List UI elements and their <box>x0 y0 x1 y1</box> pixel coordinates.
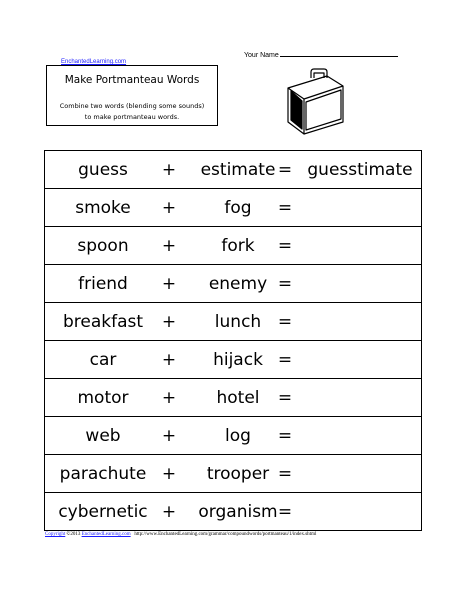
table-row <box>45 493 421 531</box>
first-word: car <box>89 350 117 370</box>
suitcase-icon <box>283 66 347 136</box>
answer-field[interactable]: guesstimate <box>307 160 413 180</box>
second-word: trooper <box>206 464 270 484</box>
first-word: friend <box>78 274 128 294</box>
second-word: hijack <box>213 350 263 370</box>
answer-field[interactable] <box>295 455 425 493</box>
first-word: breakfast <box>62 312 144 332</box>
name-label: Your Name <box>244 52 279 59</box>
plus-sign: + <box>161 236 177 256</box>
plus-sign: + <box>161 464 177 484</box>
answer-field[interactable] <box>295 493 425 531</box>
answer-field[interactable] <box>295 265 425 303</box>
answer-field[interactable] <box>295 417 425 455</box>
table-row <box>45 341 421 379</box>
equals-sign: = <box>277 236 293 256</box>
footer-url: http://www.EnchantedLearning.com/grammar/compoundwords/portmanteau/1/index.shtml <box>134 532 317 537</box>
table-row <box>45 265 421 303</box>
instructions <box>47 101 217 123</box>
plus-sign: + <box>161 274 177 294</box>
table-row <box>45 455 421 493</box>
answer-field[interactable] <box>295 227 425 265</box>
instruction-line-1: Combine two words (blending some sounds) <box>59 102 205 110</box>
first-word: smoke <box>75 198 131 218</box>
equals-sign: = <box>277 160 293 180</box>
equals-sign: = <box>277 426 293 446</box>
first-word: cybernetic <box>58 502 148 522</box>
equals-sign: = <box>277 198 293 218</box>
plus-sign: + <box>161 160 177 180</box>
copyright-link[interactable]: Copyright <box>45 532 66 537</box>
plus-sign: + <box>161 426 177 446</box>
plus-sign: + <box>161 350 177 370</box>
plus-sign: + <box>161 312 177 332</box>
table-row <box>45 227 421 265</box>
word-table <box>44 150 422 531</box>
plus-sign: + <box>161 502 177 522</box>
table-row <box>45 151 421 189</box>
footer <box>45 532 316 537</box>
site-link[interactable]: EnchantedLearning.com <box>61 59 127 65</box>
equals-sign: = <box>277 274 293 294</box>
name-field[interactable] <box>244 49 398 59</box>
second-word: organism <box>198 502 278 522</box>
equals-sign: = <box>277 312 293 332</box>
second-word: hotel <box>216 388 260 408</box>
second-word: estimate <box>200 160 276 180</box>
first-word: guess <box>78 160 128 180</box>
answer-field[interactable] <box>295 189 425 227</box>
footer-site-link[interactable]: EnchantedLearning.com <box>81 532 131 537</box>
first-word: spoon <box>77 236 129 256</box>
answer-field[interactable] <box>295 303 425 341</box>
equals-sign: = <box>277 350 293 370</box>
answer-field[interactable] <box>295 341 425 379</box>
second-word: fork <box>221 236 255 256</box>
second-word: fog <box>224 198 252 218</box>
name-line[interactable] <box>280 49 398 57</box>
second-word: log <box>225 426 251 446</box>
copyright-year: ©2013 <box>66 532 81 537</box>
table-row <box>45 303 421 341</box>
first-word: motor <box>77 388 129 408</box>
title-box <box>46 65 218 126</box>
first-word: parachute <box>59 464 147 484</box>
worksheet-title: Make Portmanteau Words <box>64 74 200 86</box>
first-word: web <box>85 426 121 446</box>
equals-sign: = <box>277 464 293 484</box>
table-row <box>45 379 421 417</box>
table-row <box>45 417 421 455</box>
plus-sign: + <box>161 388 177 408</box>
second-word: lunch <box>214 312 262 332</box>
equals-sign: = <box>277 502 293 522</box>
second-word: enemy <box>208 274 268 294</box>
plus-sign: + <box>161 198 177 218</box>
table-row <box>45 189 421 227</box>
instruction-line-2: to make portmanteau words. <box>84 113 180 121</box>
equals-sign: = <box>277 388 293 408</box>
answer-field[interactable] <box>295 379 425 417</box>
